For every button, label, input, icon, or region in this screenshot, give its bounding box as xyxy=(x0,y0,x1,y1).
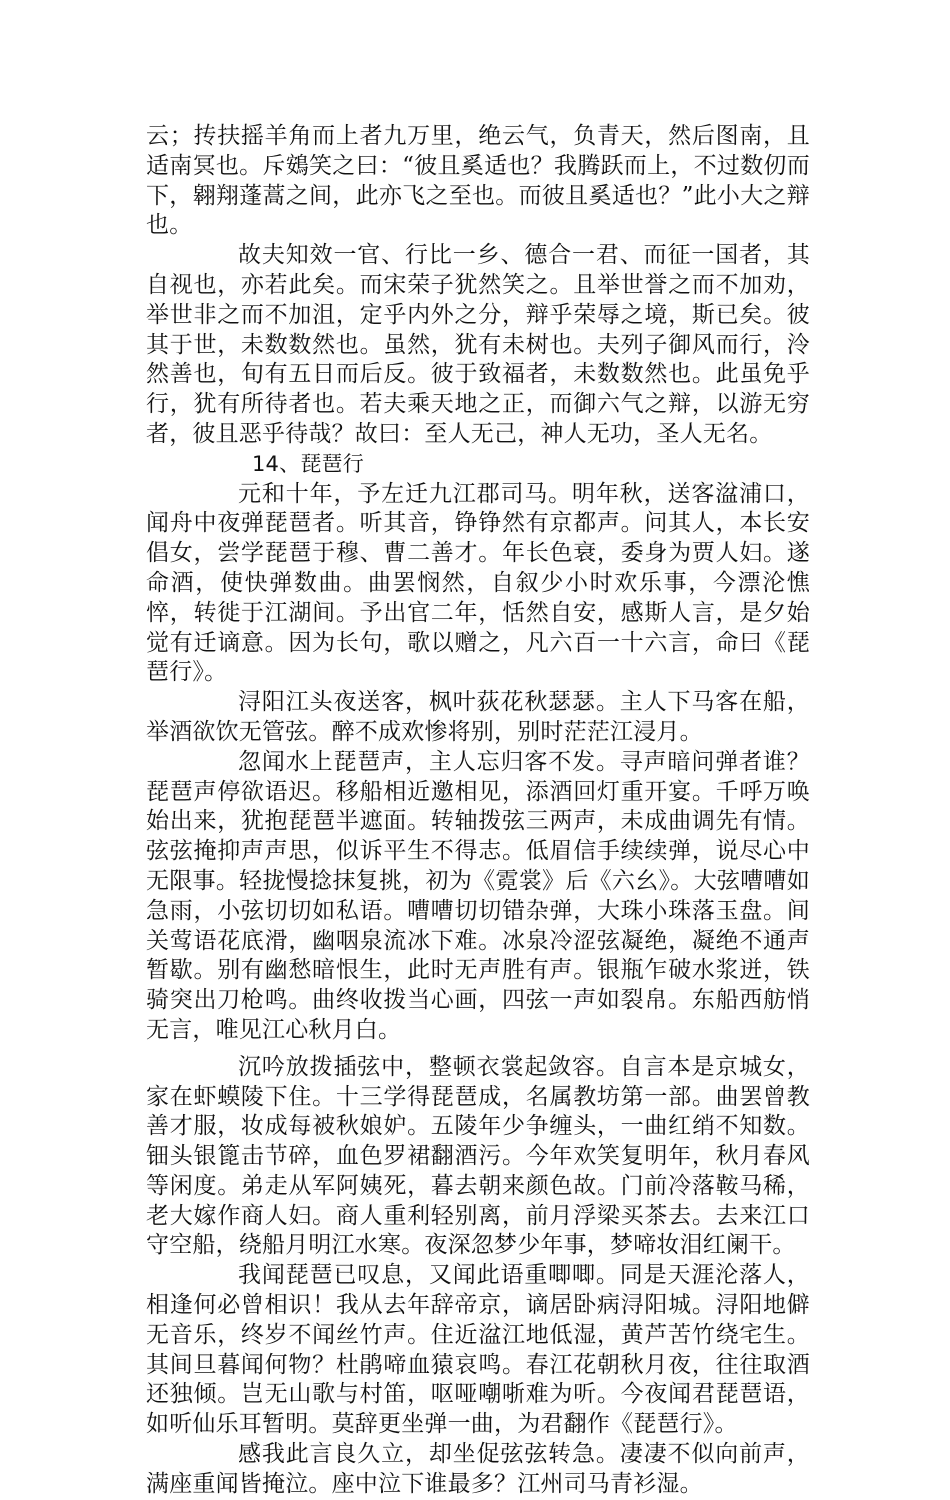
paragraph-preface: 元和十年，予左迁九江郡司马。明年秋，送客湓浦口，闻舟中夜弹琵琶者。听其音，铮铮然有京都声。问其人，本长安倡女，尝学琵琶于穆、曹二善才。年长色衰，委身为贾人妇。遂命酒，使快弹数曲。曲罢悯然，自叙少小时欢乐事，今漂沦憔悴，转徙于江湖间。予出官二年，恬然自安，感斯人言，是夕始觉有迁谪意。因为长句，歌以赠之，凡六百一十六言，命曰《琵琶行》。 xyxy=(146,480,810,686)
paragraph-continuation: 云；抟扶摇羊角而上者九万里，绝云气，负青天，然后图南，且适南冥也。斥鴳笑之曰：“彼且奚适也？我腾跃而上，不过数仞而下，翱翔蓬蒿之间，此亦飞之至也。而彼且奚适也？”此小大之辩也。 xyxy=(146,123,810,239)
paragraph-verse-4: 我闻琵琶已叹息，又闻此语重唧唧。同是天涯沦落人，相逢何必曾相识！我从去年辞帝京，谪居卧病浔阳城。浔阳地僻无音乐，终岁不闻丝竹声。住近湓江地低湿，黄芦苦竹绕宅生。其间旦暮闻何物？杜鹃啼血猿哀鸣。春江花朝秋月夜，往往取酒还独倾。岂无山歌与村笛，呕哑嘲哳难为听。今夜闻君琵琶语，如听仙乐耳暂明。莫辞更坐弹一曲，为君翻作《琵琶行》。 xyxy=(146,1262,810,1438)
document-body xyxy=(146,122,810,1500)
paragraph-verse-2: 忽闻水上琵琶声，主人忘归客不发。寻声暗问弹者谁？琵琶声停欲语迟。移船相近邀相见，添酒回灯重开宴。千呼万唤始出来，犹抱琵琶半遮面。转轴拨弦三两声，未成曲调先有情。弦弦掩抑声声思，似诉平生不得志。低眉信手续续弹，说尽心中无限事。轻拢慢捻抹复挑，初为《霓裳》后《六幺》。大弦嘈嘈如急雨，小弦切切如私语。嘈嘈切切错杂弹，大珠小珠落玉盘。间关莺语花底滑，幽咽泉流冰下难。冰泉冷涩弦凝绝，凝绝不通声暂歇。别有幽愁暗恨生，此时无声胜有声。银瓶乍破水浆迸，铁骑突出刀枪鸣。曲终收拨当心画，四弦一声如裂帛。东船西舫悄无言，唯见江心秋月白。 xyxy=(146,748,810,1043)
paragraph-verse-3: 沉吟放拨插弦中，整顿衣裳起敛容。自言本是京城女，家在虾蟆陵下住。十三学得琵琶成，名属教坊第一部。曲罢曾教善才服，妆成每被秋娘妒。五陵年少争缠头，一曲红绡不知数。钿头银篦击节碎，血色罗裙翻酒污。今年欢笑复明年，秋月春风等闲度。弟走从军阿姨死，暮去朝来颜色故。门前冷落鞍马稀，老大嫁作商人妇。商人重利轻别离，前月浮梁买茶去。去来江口守空船，绕船月明江水寒。夜深忽梦少年事，梦啼妆泪红阑干。 xyxy=(146,1053,810,1259)
paragraph-verse-1: 浔阳江头夜送客，枫叶荻花秋瑟瑟。主人下马客在船，举酒欲饮无管弦。醉不成欢惨将别，别时茫茫江浸月。 xyxy=(146,689,810,745)
paragraph-zhuangzi: 故夫知效一官、行比一乡、德合一君、而征一国者，其自视也，亦若此矣。而宋荣子犹然笑之。且举世誉之而不加劝，举世非之而不加沮，定乎内外之分，辩乎荣辱之境，斯已矣。彼其于世，未数数然也。虽然，犹有未树也。夫列子御风而行，泠然善也，旬有五日而后反。彼于致福者，未数数然也。此虽免乎行，犹有所待者也。若夫乘天地之正，而御六气之辩，以游无穷者，彼且恶乎待哉？故曰：至人无己，神人无功，圣人无名。 xyxy=(146,242,810,447)
section-heading: 14、琵琶行 xyxy=(252,451,364,476)
paragraph-verse-5: 感我此言良久立，却坐促弦弦转急。凄凄不似向前声，满座重闻皆掩泣。座中泣下谁最多？江州司马青衫湿。 xyxy=(146,1441,810,1497)
